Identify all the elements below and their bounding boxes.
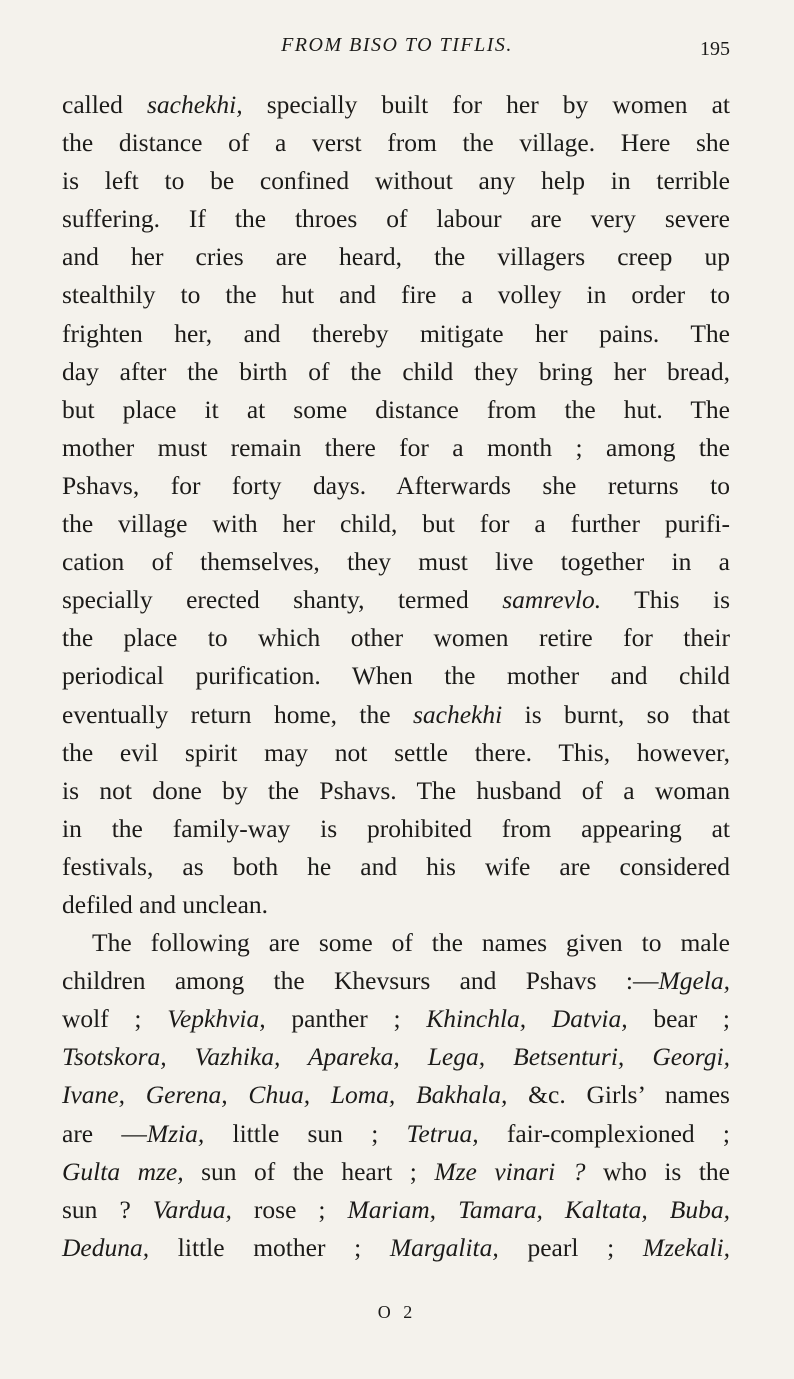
text-line [62,1000,730,1038]
text-run: specially built for her by women at [242,90,730,119]
italic-term: Mgela, [658,966,730,996]
text-run: wolf ; [62,1004,168,1034]
text-line [62,1229,730,1267]
text-run: panther ; [265,1004,427,1034]
text-run: &c. Girls’ names [507,1080,730,1110]
text-line [62,124,730,162]
text-line [62,467,730,505]
italic-term: Vardua, [152,1194,232,1224]
text-line [62,772,730,810]
text-line [62,696,730,734]
text-run: defiled and unclean. [62,889,269,919]
text-run: eventually return home, the [62,699,413,729]
text-line [62,810,730,848]
text-line [62,734,730,772]
text-run: periodical purification. When the mother and child [62,661,730,691]
text-line [62,1038,730,1076]
text-run: Pshavs, for forty days. Afterwards she returns to [62,470,730,500]
running-title: FROM BISO TO TIFLIS. [281,34,513,56]
text-line [62,543,730,581]
text-run: bear ; [627,1004,730,1034]
text-line [62,657,730,695]
text-line [62,238,730,276]
italic-term: Mariam, Tamara, Kaltata, Buba, [347,1194,730,1224]
text-run: pearl ; [498,1232,643,1262]
text-line [62,1191,730,1229]
text-run: fair-complexioned ; [478,1118,730,1148]
text-run: cation of themselves, they must live together in a [62,547,730,577]
text-run: and her cries are heard, the villagers creep up [62,242,730,272]
italic-term: Deduna, [62,1232,150,1262]
text-run: are — [62,1118,147,1148]
running-head [0,34,794,64]
text-run: stealthily to the hut and fire a volley in order to [62,280,730,310]
text-run: the distance of a verst from the village. Here she [62,128,730,158]
text-line [62,162,730,200]
text-run: is left to be confined without any help in terrible [62,166,730,196]
text-line [62,848,730,886]
text-line [62,1153,730,1191]
text-run: little sun ; [204,1118,407,1148]
italic-term: sachekhi [412,699,503,729]
text-run: is burnt, so that [502,699,730,729]
text-run: called [62,90,147,119]
italic-term: Margalita, [389,1232,499,1262]
body-text [62,86,730,1267]
text-run: sun of the heart ; [183,1156,435,1186]
text-run: is not done by the Pshavs. The husband of a woman [62,775,730,805]
italic-term: Tetrua, [406,1118,479,1148]
text-line [62,86,730,124]
text-line [62,429,730,467]
italic-term: Ivane, Gerena, Chua, Loma, Bakhala, [62,1080,508,1110]
italic-term: Mzia, [146,1118,205,1148]
italic-term: Khinchla, Datvia, [426,1004,628,1034]
text-run: rose ; [231,1194,348,1224]
text-run: The following are some of the names given to male [92,928,730,958]
text-line [62,200,730,238]
text-line [62,391,730,429]
text-run: but place it at some distance from the hut. The [62,394,730,424]
text-line [62,962,730,1000]
text-line [62,276,730,314]
text-line [62,1115,730,1153]
text-run: mother must remain there for a month ; among the [62,432,730,462]
text-line [62,886,730,924]
italic-term: Mze vinari ? [434,1156,586,1186]
text-run: children among the Khevsurs and Pshavs :— [62,966,659,996]
italic-term: Tsotskora, Vazhika, Apareka, Lega, Betsenturi, Georgi, [62,1042,730,1072]
text-line [62,505,730,543]
signature-mark: O 2 [377,1302,417,1322]
italic-term: Mzekali, [642,1232,730,1262]
text-run: the place to which other women retire for their [62,623,730,653]
italic-term: sachekhi, [146,90,243,119]
text-run: who is the [585,1156,730,1186]
text-run: the evil spirit may not settle there. This, however, [62,737,730,767]
italic-term: Gulta mze, [62,1156,184,1186]
text-run: festivals, as both he and his wife are considered [62,851,730,881]
page-number: 195 [700,38,730,60]
text-run: sun ? [62,1194,153,1224]
text-line [62,315,730,353]
text-run: This is [601,585,730,615]
text-run: the village with her child, but for a further purifi- [62,509,730,539]
text-run: frighten her, and thereby mitigate her pains. The [62,318,730,348]
text-line [62,619,730,657]
text-line [62,353,730,391]
italic-term: Vepkhvia, [167,1004,266,1034]
italic-term: samrevlo. [502,585,602,615]
text-run: suffering. If the throes of labour are very severe [62,204,730,234]
text-run: day after the birth of the child they bring her bread, [62,356,730,386]
text-run: little mother ; [149,1232,390,1262]
text-run: specially erected shanty, termed [62,585,503,615]
text-line [62,1076,730,1114]
text-run: in the family-way is prohibited from appearing at [62,813,730,843]
text-line [62,924,730,962]
text-line [62,581,730,619]
